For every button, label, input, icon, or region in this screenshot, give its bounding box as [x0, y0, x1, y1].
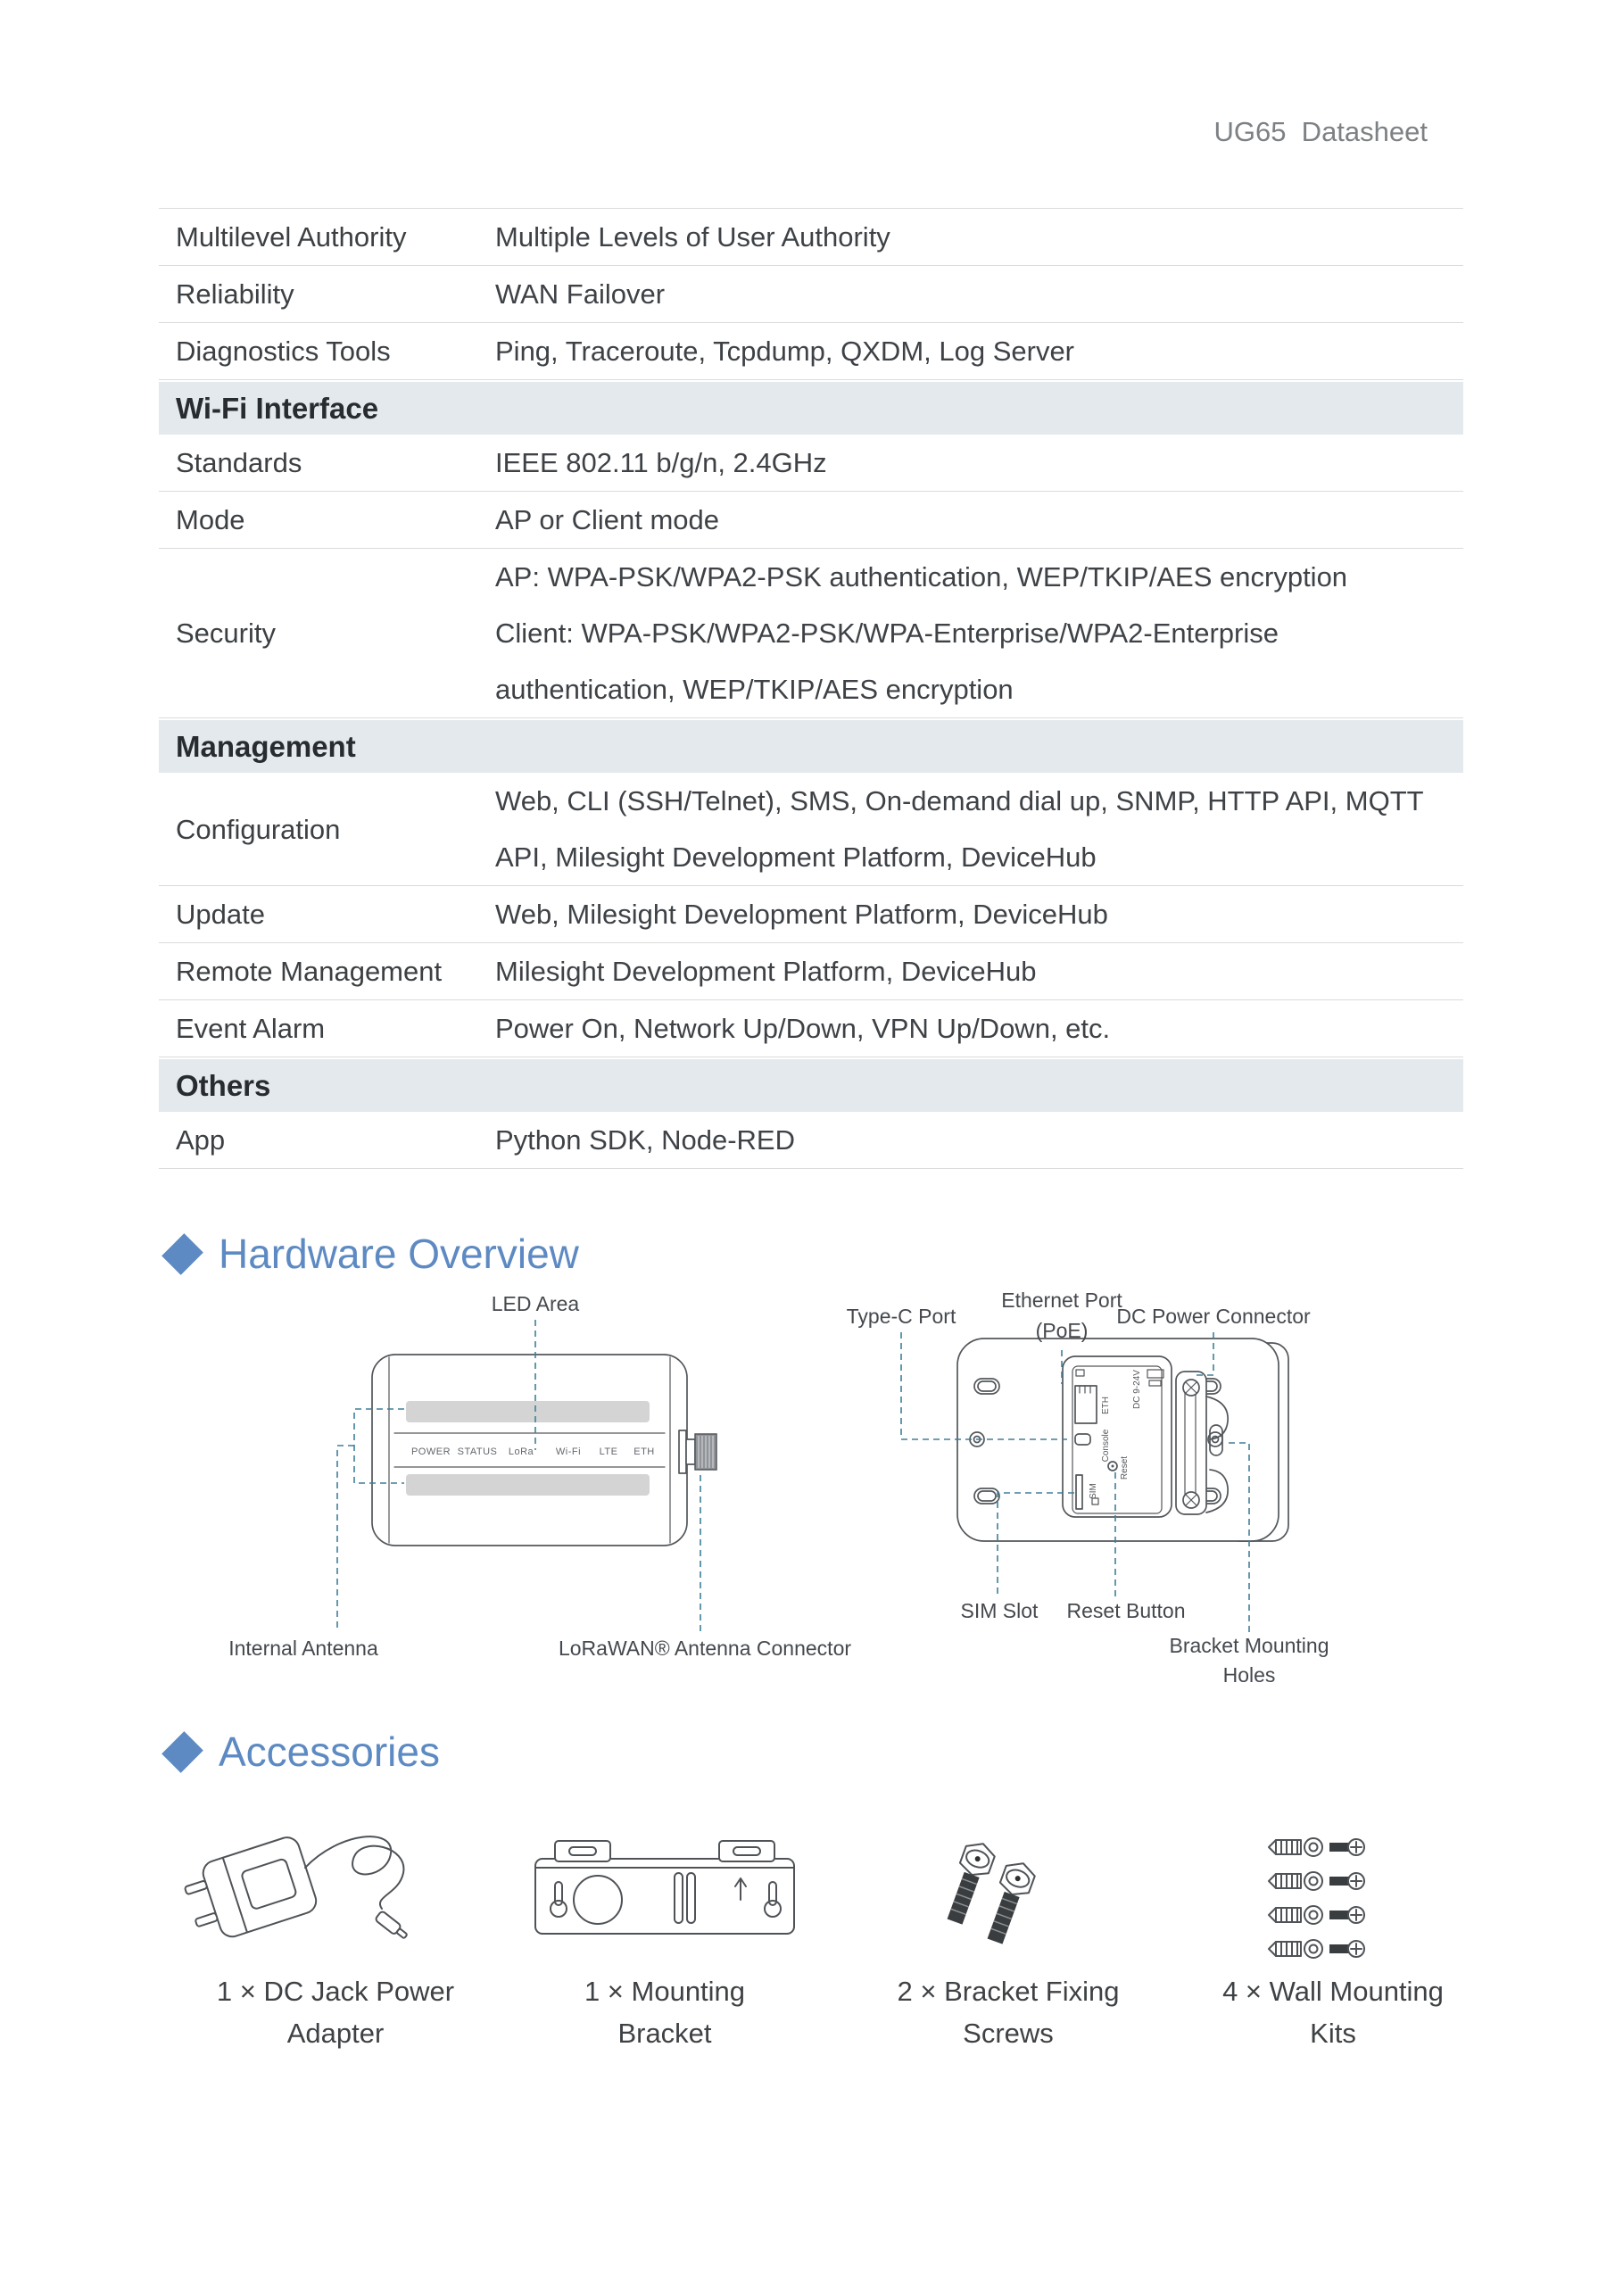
port-label-reset: Reset [1120, 1455, 1130, 1480]
spec-value-line: Client: WPA-PSK/WPA2-PSK/WPA-Enterprise/WPA2-Enterprise [495, 618, 1279, 649]
spec-value-line: Milesight Development Platform, DeviceHub [495, 956, 1037, 987]
diamond-icon [161, 1233, 203, 1275]
led-label-power: POWER [410, 1446, 451, 1457]
device-body [957, 1339, 1279, 1541]
spec-label: Standards [176, 447, 302, 478]
accessory-caption [1222, 1970, 1444, 2054]
spec-value [495, 209, 1463, 265]
accessory-caption [584, 1970, 745, 2054]
section-header-others: Others [159, 1059, 1463, 1112]
table-row [159, 1112, 1463, 1169]
spec-value [495, 773, 1463, 885]
spec-label: Mode [176, 504, 245, 535]
hardware-overview-heading [168, 1230, 579, 1278]
led-label-status: STATUS [457, 1446, 498, 1457]
table-row [159, 549, 1463, 718]
callout-type-c-port: Type-C Port [846, 1305, 956, 1328]
accessory-caption-line: 4 × Wall Mounting [1222, 1976, 1444, 2007]
spec-table [159, 208, 1463, 1169]
accessory-caption-line: Bracket [617, 2018, 712, 2049]
spec-value [495, 943, 1463, 999]
callout-lorawan-antenna-connector: LoRaWAN® Antenna Connector [558, 1637, 852, 1660]
section-header-management: Management [159, 720, 1463, 773]
spec-value [495, 323, 1463, 379]
led-label-wifi: Wi-Fi [555, 1446, 582, 1457]
device-back-view [957, 1339, 1288, 1541]
spec-label: App [176, 1124, 226, 1156]
spec-label: Event Alarm [176, 1013, 326, 1044]
spec-value [495, 492, 1463, 548]
spec-value [495, 266, 1463, 322]
spec-value [495, 549, 1463, 717]
table-row [159, 266, 1463, 323]
antenna-stripe-bottom [406, 1474, 650, 1496]
spec-value-line: IEEE 802.11 b/g/n, 2.4GHz [495, 447, 827, 478]
table-row [159, 492, 1463, 549]
spec-value-line: WAN Failover [495, 278, 666, 310]
callout-bracket-mounting-line1: Bracket Mounting [1169, 1634, 1329, 1657]
spec-value [495, 1112, 1463, 1168]
spec-label: Security [176, 618, 276, 649]
port-label-eth: ETH [1101, 1397, 1111, 1414]
table-row [159, 943, 1463, 1000]
accessory-caption-line: 1 × DC Jack Power [216, 1976, 455, 2007]
port-label-sim: SIM [1089, 1483, 1098, 1499]
callout-bracket-mounting-line2: Holes [1222, 1663, 1276, 1687]
doc-header-title: UG65 Datasheet [1213, 116, 1428, 147]
led-label-lte: LTE [599, 1446, 618, 1457]
spec-value-line: Power On, Network Up/Down, VPN Up/Down, etc. [495, 1013, 1111, 1044]
power-adapter-drawing [179, 1835, 409, 1947]
accessory-caption-line: Screws [963, 2018, 1054, 2049]
spec-label: Update [176, 899, 265, 930]
fixing-screws-drawing [940, 1838, 1038, 1946]
accessories-heading [168, 1728, 440, 1776]
spec-value-line: AP: WPA-PSK/WPA2-PSK authentication, WEP/TKIP/AES encryption [495, 561, 1348, 593]
spec-value-line: AP or Client mode [495, 504, 719, 535]
antenna-connector [679, 1430, 716, 1473]
spec-label: Diagnostics Tools [176, 336, 391, 367]
diamond-icon [161, 1731, 203, 1773]
spec-value-line: authentication, WEP/TKIP/AES encryption [495, 674, 1014, 705]
antenna-stripe-top [406, 1401, 650, 1422]
spec-value-line: API, Milesight Development Platform, DeviceHub [495, 841, 1097, 873]
spec-label: Multilevel Authority [176, 221, 407, 253]
table-row [159, 886, 1463, 943]
callout-internal-antenna: Internal Antenna [228, 1637, 378, 1660]
spec-label: Configuration [176, 813, 341, 845]
port-label-console: Console [1101, 1429, 1111, 1463]
table-row [159, 323, 1463, 380]
mounting-bracket-drawing [535, 1841, 794, 1934]
callout-ethernet-port-line1: Ethernet Port [1001, 1289, 1122, 1312]
table-row [159, 435, 1463, 492]
hardware-diagram [170, 1289, 1472, 1700]
table-row [159, 209, 1463, 266]
spec-label: Reliability [176, 278, 294, 310]
spec-value-line: Python SDK, Node-RED [495, 1124, 795, 1156]
accessory-caption [898, 1970, 1120, 2054]
spec-value-line: Web, CLI (SSH/Telnet), SMS, On-demand dial up, SNMP, HTTP API, MQTT [495, 785, 1424, 816]
wall-mounting-kits-drawing [1269, 1838, 1364, 1958]
callout-ethernet-port-line2: (PoE) [1035, 1319, 1089, 1342]
accessory-caption-line: Kits [1310, 2018, 1356, 2049]
accessory-caption-line: 2 × Bracket Fixing [897, 1976, 1120, 2007]
spec-value [495, 1000, 1463, 1057]
table-row [159, 773, 1463, 886]
callout-led-area: LED Area [491, 1292, 580, 1315]
spec-value [495, 886, 1463, 942]
spec-value-line: Ping, Traceroute, Tcpdump, QXDM, Log Server [495, 336, 1075, 367]
hardware-overview-title: Hardware Overview [219, 1231, 579, 1277]
spec-value-line: Web, Milesight Development Platform, DeviceHub [495, 899, 1108, 930]
spec-label: Remote Management [176, 956, 443, 987]
led-label-eth: ETH [633, 1446, 655, 1457]
led-label-lora: LoRa [508, 1446, 534, 1457]
accessory-caption [217, 1970, 454, 2054]
callout-sim-slot: SIM Slot [960, 1599, 1039, 1622]
callout-reset-button: Reset Button [1066, 1599, 1186, 1622]
spec-value [495, 435, 1463, 491]
spec-value-line: Multiple Levels of User Authority [495, 221, 890, 253]
callout-dc-power-connector: DC Power Connector [1116, 1305, 1311, 1328]
device-front-view [372, 1355, 716, 1546]
port-label-dc: DC 9-24V [1132, 1370, 1142, 1409]
accessory-caption-line: Adapter [286, 2018, 385, 2049]
table-row [159, 1000, 1463, 1057]
accessories-diagram [170, 1816, 1472, 1972]
section-header-wifi-interface: Wi-Fi Interface [159, 382, 1463, 435]
accessories-title: Accessories [219, 1728, 440, 1775]
accessory-caption-line: 1 × Mounting [584, 1976, 746, 2007]
